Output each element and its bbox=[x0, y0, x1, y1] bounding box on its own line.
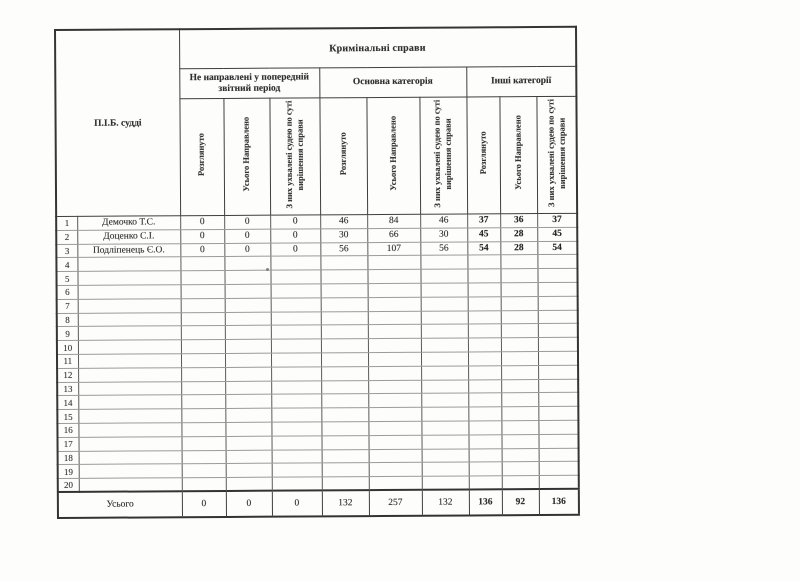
value-cell bbox=[368, 407, 421, 421]
value-cell bbox=[271, 367, 321, 381]
value-cell bbox=[501, 434, 538, 448]
value-cell bbox=[468, 393, 501, 407]
value-cell bbox=[539, 462, 579, 476]
value-cell bbox=[181, 312, 225, 326]
value-cell bbox=[321, 297, 368, 311]
col-header-total-sent bbox=[366, 97, 420, 214]
value-cell bbox=[226, 477, 272, 491]
value-cell bbox=[271, 394, 321, 408]
value-cell bbox=[469, 462, 502, 476]
value-cell bbox=[272, 449, 322, 463]
judge-name-cell bbox=[77, 257, 180, 271]
value-cell bbox=[501, 379, 538, 393]
value-cell bbox=[501, 296, 538, 310]
value-cell bbox=[225, 339, 271, 353]
table-header bbox=[55, 27, 577, 217]
value-cell bbox=[369, 449, 422, 463]
total-value-cell: 132 bbox=[422, 490, 469, 516]
value-cell bbox=[271, 339, 321, 353]
value-cell bbox=[368, 394, 421, 408]
row-number: 6 bbox=[57, 285, 78, 299]
title-row bbox=[55, 27, 576, 70]
value-cell bbox=[225, 436, 271, 450]
value-cell bbox=[224, 257, 270, 271]
judge-name-cell bbox=[77, 271, 180, 285]
row-number: 11 bbox=[57, 354, 78, 368]
value-cell bbox=[225, 367, 271, 381]
value-cell bbox=[322, 449, 369, 463]
group-header-main-category: Основна категорія bbox=[319, 67, 466, 98]
value-cell: 0 bbox=[180, 243, 224, 257]
value-cell: 45 bbox=[467, 228, 500, 242]
value-cell bbox=[502, 462, 539, 476]
judge-name-cell bbox=[79, 478, 182, 492]
col-header-total-sent bbox=[223, 98, 270, 215]
col-header-considered bbox=[179, 98, 224, 215]
value-cell bbox=[422, 476, 469, 490]
value-cell bbox=[538, 393, 578, 407]
value-cell bbox=[421, 338, 468, 352]
value-cell bbox=[538, 434, 578, 448]
value-cell: 0 bbox=[180, 229, 224, 243]
row-number: 14 bbox=[57, 396, 78, 410]
value-cell bbox=[468, 435, 501, 449]
value-cell bbox=[467, 255, 500, 269]
row-number: 9 bbox=[57, 327, 78, 341]
totals-label: Усього bbox=[58, 492, 182, 519]
rotated-label: Усього Направлено bbox=[387, 116, 398, 191]
value-cell bbox=[181, 395, 225, 409]
total-value-cell: 136 bbox=[539, 489, 579, 515]
row-number: 19 bbox=[58, 465, 79, 479]
row-number: 12 bbox=[57, 368, 78, 382]
value-cell bbox=[271, 284, 321, 298]
value-cell bbox=[321, 408, 368, 422]
value-cell bbox=[321, 380, 368, 394]
value-cell bbox=[320, 256, 367, 270]
value-cell bbox=[368, 366, 421, 380]
value-cell bbox=[271, 422, 321, 436]
value-cell bbox=[322, 477, 369, 491]
value-cell bbox=[321, 422, 368, 436]
value-cell bbox=[181, 326, 225, 340]
value-cell bbox=[538, 282, 578, 296]
rotated-label: Усього Направлено bbox=[512, 115, 523, 191]
value-cell bbox=[181, 284, 225, 298]
value-cell: 30 bbox=[420, 228, 467, 242]
value-cell bbox=[368, 311, 421, 325]
value-cell bbox=[501, 310, 538, 324]
value-cell bbox=[468, 297, 501, 311]
value-cell: 30 bbox=[320, 228, 367, 242]
value-cell bbox=[538, 324, 578, 338]
value-cell bbox=[538, 296, 578, 310]
value-cell bbox=[180, 271, 224, 285]
value-cell bbox=[501, 352, 538, 366]
value-cell bbox=[367, 269, 420, 283]
total-value-cell: 0 bbox=[182, 491, 226, 517]
value-cell bbox=[225, 408, 271, 422]
row-number: 7 bbox=[57, 299, 78, 313]
value-cell bbox=[367, 256, 420, 270]
table-body bbox=[56, 213, 579, 492]
value-cell bbox=[181, 436, 225, 450]
value-cell bbox=[181, 367, 225, 381]
value-cell bbox=[321, 353, 368, 367]
value-cell bbox=[538, 406, 578, 420]
judge-name-cell bbox=[78, 367, 181, 381]
value-cell bbox=[368, 435, 421, 449]
value-cell: 36 bbox=[500, 214, 537, 228]
value-cell bbox=[538, 310, 578, 324]
value-cell bbox=[420, 269, 467, 283]
totals-row bbox=[58, 489, 579, 518]
value-cell bbox=[321, 284, 368, 298]
value-cell bbox=[180, 257, 224, 271]
value-cell: 0 bbox=[180, 215, 224, 229]
value-cell bbox=[421, 366, 468, 380]
value-cell bbox=[225, 395, 271, 409]
value-cell bbox=[468, 352, 501, 366]
judge-name-cell bbox=[78, 436, 181, 450]
judge-name-header: П.І.Б. судді bbox=[55, 29, 180, 216]
value-cell: 66 bbox=[367, 228, 420, 242]
value-cell bbox=[501, 421, 538, 435]
value-cell bbox=[538, 420, 578, 434]
value-cell: 84 bbox=[367, 214, 420, 228]
value-cell bbox=[271, 353, 321, 367]
value-cell bbox=[181, 422, 225, 436]
value-cell: 0 bbox=[224, 229, 270, 243]
value-cell bbox=[368, 352, 421, 366]
value-cell: 28 bbox=[500, 241, 537, 255]
judge-name-cell bbox=[78, 409, 181, 423]
value-cell bbox=[468, 338, 501, 352]
judge-name-cell bbox=[78, 423, 181, 437]
value-cell bbox=[226, 450, 272, 464]
value-cell bbox=[321, 339, 368, 353]
value-cell bbox=[368, 380, 421, 394]
group-header-not-sent: Не направлені у попередній звітний період bbox=[179, 68, 319, 99]
value-cell bbox=[537, 255, 577, 269]
statistics-sheet bbox=[54, 26, 580, 520]
value-cell bbox=[421, 393, 468, 407]
value-cell bbox=[422, 462, 469, 476]
row-number: 16 bbox=[57, 423, 78, 437]
value-cell bbox=[272, 477, 322, 491]
value-cell bbox=[225, 284, 271, 298]
value-cell bbox=[502, 448, 539, 462]
value-cell bbox=[468, 366, 501, 380]
judge-name-cell bbox=[78, 299, 181, 313]
value-cell bbox=[271, 298, 321, 312]
value-cell bbox=[321, 435, 368, 449]
judge-name-cell bbox=[78, 340, 181, 354]
value-cell bbox=[182, 450, 226, 464]
rotated-label: З них ухвалені судею по суті вирішення справи bbox=[545, 98, 567, 207]
value-cell bbox=[368, 338, 421, 352]
value-cell bbox=[271, 408, 321, 422]
value-cell: 56 bbox=[320, 242, 367, 256]
total-value-cell: 136 bbox=[469, 490, 502, 516]
value-cell bbox=[368, 325, 421, 339]
col-header-considered bbox=[466, 97, 500, 214]
judge-name-cell bbox=[78, 285, 181, 299]
value-cell bbox=[421, 283, 468, 297]
value-cell bbox=[272, 463, 322, 477]
col-header-adjudicated bbox=[536, 96, 577, 213]
judge-name-cell bbox=[79, 464, 182, 478]
judge-name-cell: Подліпенець Є.О. bbox=[77, 243, 180, 257]
value-cell bbox=[420, 255, 467, 269]
value-cell bbox=[368, 283, 421, 297]
value-cell bbox=[225, 312, 271, 326]
value-cell bbox=[501, 393, 538, 407]
value-cell bbox=[181, 353, 225, 367]
judge-name-cell bbox=[78, 312, 181, 326]
judge-name-cell bbox=[78, 354, 181, 368]
group-header-other-categories: Інші категорії bbox=[466, 66, 576, 97]
value-cell: 0 bbox=[270, 215, 320, 229]
value-cell bbox=[501, 407, 538, 421]
rotated-label: З них ухвалені судею по суті вирішення справи bbox=[431, 99, 454, 208]
value-cell bbox=[182, 478, 226, 492]
value-cell bbox=[421, 297, 468, 311]
value-cell bbox=[537, 268, 577, 282]
value-cell bbox=[538, 351, 578, 365]
value-cell bbox=[501, 365, 538, 379]
row-number: 20 bbox=[58, 478, 79, 492]
value-cell bbox=[271, 380, 321, 394]
value-cell: 45 bbox=[537, 227, 577, 241]
value-cell bbox=[421, 380, 468, 394]
value-cell bbox=[538, 337, 578, 351]
judge-name-cell bbox=[79, 450, 182, 464]
col-header-adjudicated bbox=[419, 97, 467, 214]
value-cell: 0 bbox=[224, 243, 270, 257]
value-cell bbox=[271, 436, 321, 450]
row-number: 13 bbox=[57, 382, 78, 396]
value-cell: 54 bbox=[537, 241, 577, 255]
row-number: 5 bbox=[56, 272, 77, 286]
value-cell bbox=[321, 311, 368, 325]
total-value-cell: 257 bbox=[369, 490, 422, 516]
value-cell bbox=[501, 283, 538, 297]
value-cell bbox=[225, 353, 271, 367]
col-header-total-sent bbox=[499, 97, 537, 214]
value-cell bbox=[225, 326, 271, 340]
value-cell bbox=[321, 325, 368, 339]
value-cell: 46 bbox=[420, 214, 467, 228]
value-cell: 0 bbox=[270, 229, 320, 243]
value-cell bbox=[181, 409, 225, 423]
judge-name-cell: Демочко Т.С. bbox=[77, 216, 180, 230]
row-number: 1 bbox=[56, 216, 77, 230]
value-cell bbox=[421, 324, 468, 338]
value-cell bbox=[271, 325, 321, 339]
value-cell bbox=[369, 476, 422, 490]
total-value-cell: 132 bbox=[322, 491, 369, 517]
value-cell bbox=[468, 379, 501, 393]
judge-name-cell bbox=[78, 326, 181, 340]
row-number: 3 bbox=[56, 244, 77, 258]
court-statistics-table bbox=[54, 26, 580, 520]
row-number: 18 bbox=[58, 451, 79, 465]
value-cell bbox=[225, 381, 271, 395]
rotated-label: Розглянуто bbox=[337, 132, 348, 176]
col-header-adjudicated bbox=[269, 98, 320, 215]
judge-name-cell bbox=[78, 381, 181, 395]
row-number: 2 bbox=[56, 230, 77, 244]
value-cell bbox=[421, 352, 468, 366]
value-cell bbox=[468, 283, 501, 297]
value-cell bbox=[468, 407, 501, 421]
value-cell bbox=[181, 298, 225, 312]
value-cell bbox=[422, 449, 469, 463]
value-cell bbox=[225, 422, 271, 436]
table-title: Кримінальні справи bbox=[179, 27, 576, 69]
value-cell bbox=[224, 270, 270, 284]
table-footer bbox=[58, 489, 579, 518]
value-cell bbox=[270, 256, 320, 270]
value-cell: 54 bbox=[467, 241, 500, 255]
value-cell bbox=[368, 421, 421, 435]
judge-name-cell bbox=[78, 395, 181, 409]
value-cell bbox=[539, 475, 579, 489]
value-cell: 56 bbox=[420, 242, 467, 256]
value-cell bbox=[538, 365, 578, 379]
col-header-considered bbox=[319, 98, 367, 215]
value-cell: 28 bbox=[500, 227, 537, 241]
value-cell bbox=[320, 270, 367, 284]
value-cell bbox=[468, 324, 501, 338]
total-value-cell: 0 bbox=[272, 491, 322, 517]
value-cell bbox=[500, 255, 537, 269]
row-number: 10 bbox=[57, 341, 78, 355]
value-cell bbox=[368, 297, 421, 311]
value-cell bbox=[467, 269, 500, 283]
value-cell bbox=[181, 381, 225, 395]
value-cell bbox=[421, 407, 468, 421]
value-cell bbox=[421, 421, 468, 435]
value-cell bbox=[321, 394, 368, 408]
row-number: 15 bbox=[57, 410, 78, 424]
value-cell bbox=[538, 379, 578, 393]
value-cell bbox=[182, 464, 226, 478]
value-cell: 107 bbox=[367, 242, 420, 256]
value-cell bbox=[539, 448, 579, 462]
value-cell: 0 bbox=[270, 242, 320, 256]
value-cell bbox=[468, 310, 501, 324]
total-value-cell: 0 bbox=[226, 491, 272, 517]
value-cell bbox=[501, 338, 538, 352]
value-cell bbox=[270, 270, 320, 284]
judge-name-cell: Доценко С.І. bbox=[77, 230, 180, 244]
value-cell bbox=[468, 421, 501, 435]
value-cell bbox=[469, 448, 502, 462]
value-cell bbox=[500, 269, 537, 283]
value-cell bbox=[501, 324, 538, 338]
total-value-cell: 92 bbox=[502, 489, 539, 515]
scan-artifact-dot bbox=[266, 268, 269, 271]
value-cell bbox=[225, 298, 271, 312]
value-cell bbox=[322, 463, 369, 477]
value-cell bbox=[369, 463, 422, 477]
value-cell bbox=[271, 311, 321, 325]
rotated-label: Розглянуто bbox=[196, 133, 207, 177]
value-cell bbox=[469, 476, 502, 490]
value-cell: 37 bbox=[537, 213, 577, 227]
rotated-label: З них ухвалені судею по суті вирішення справи bbox=[283, 100, 305, 209]
value-cell bbox=[502, 476, 539, 490]
rotated-label: Усього Направлено bbox=[241, 116, 252, 192]
value-cell bbox=[321, 366, 368, 380]
value-cell bbox=[421, 311, 468, 325]
value-cell: 46 bbox=[320, 215, 367, 229]
value-cell: 37 bbox=[467, 214, 500, 228]
row-number: 17 bbox=[57, 437, 78, 451]
value-cell bbox=[226, 464, 272, 478]
value-cell: 0 bbox=[224, 215, 270, 229]
value-cell bbox=[181, 340, 225, 354]
rotated-label: Розглянуто bbox=[477, 131, 488, 175]
row-number: 4 bbox=[56, 258, 77, 272]
row-number: 8 bbox=[57, 313, 78, 327]
value-cell bbox=[421, 435, 468, 449]
